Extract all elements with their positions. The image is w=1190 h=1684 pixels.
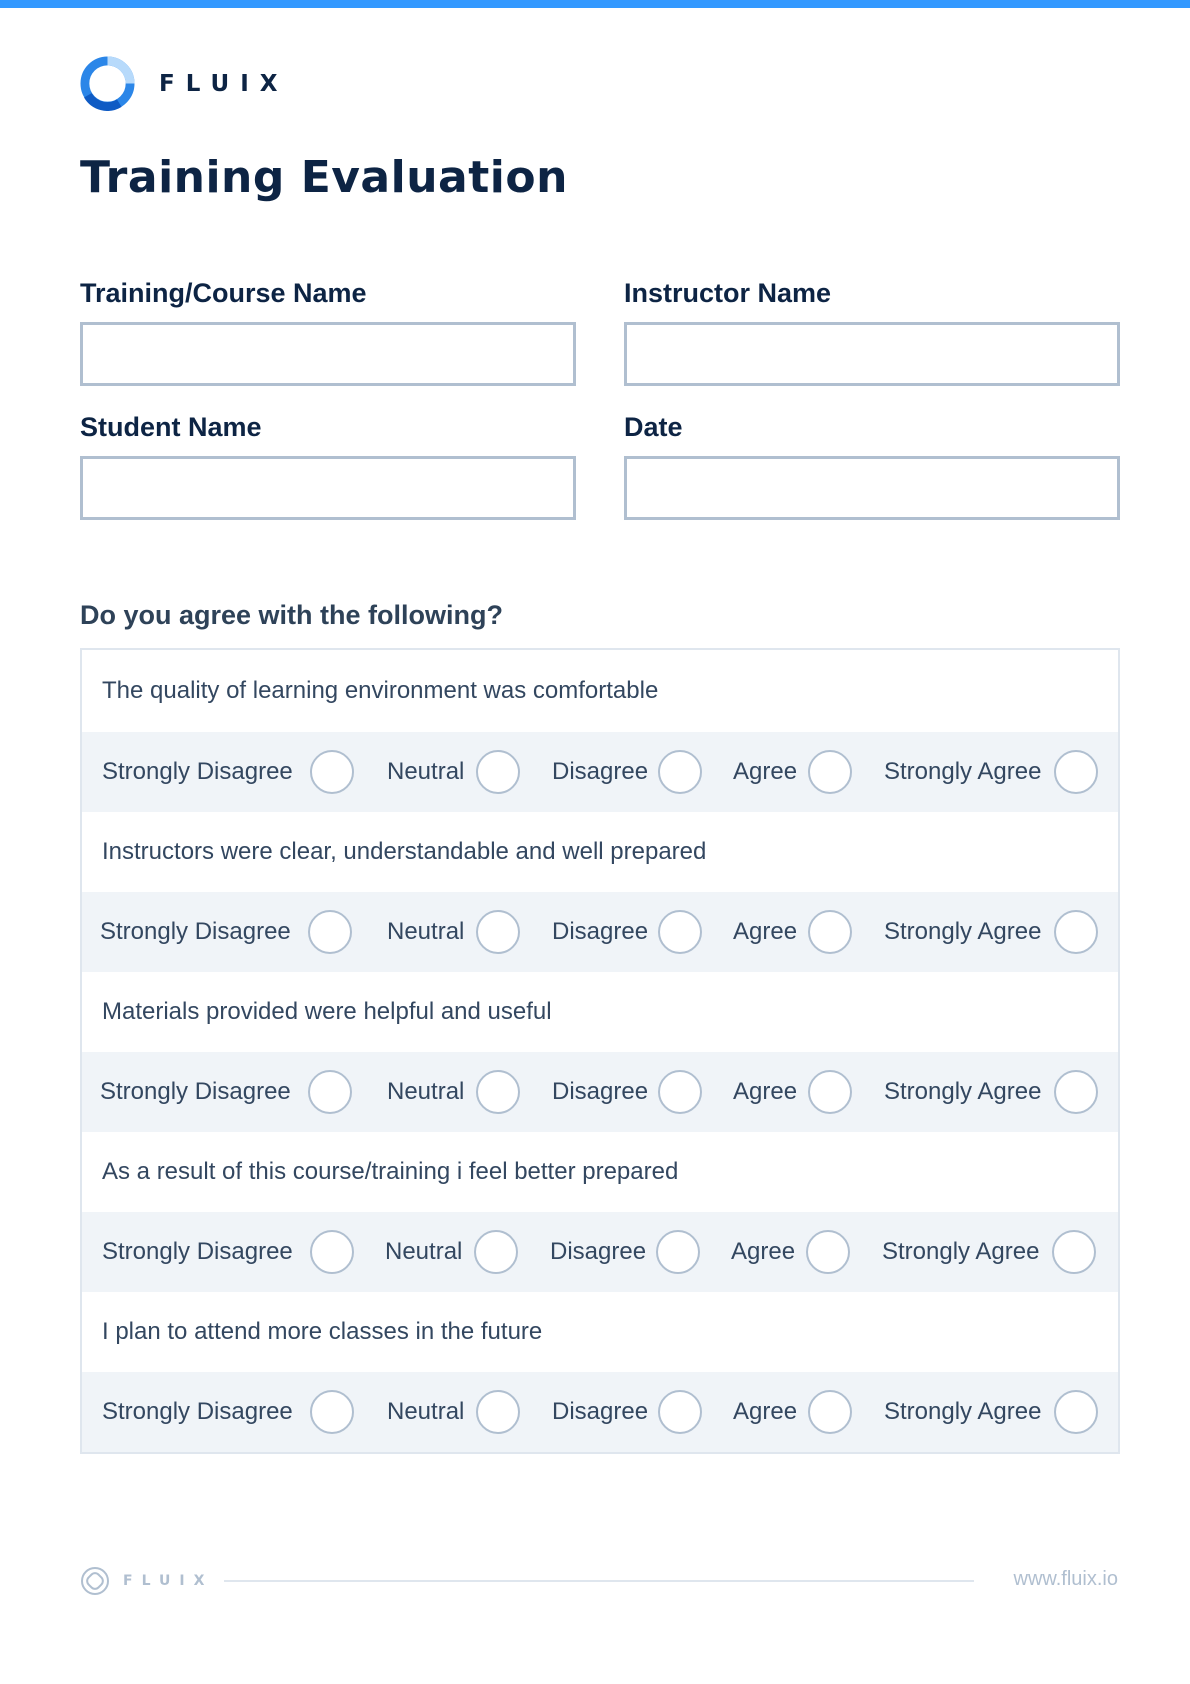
date-label: Date xyxy=(624,412,683,442)
footer-divider xyxy=(224,1580,974,1582)
footer-brand-name: FLUIX xyxy=(123,1573,214,1589)
survey-table xyxy=(80,648,1120,1454)
fluix-logo-outline-icon xyxy=(80,1566,110,1596)
question-row xyxy=(82,812,1118,892)
course-name-input[interactable] xyxy=(80,322,576,386)
radio-disagree[interactable] xyxy=(658,1070,702,1114)
question-row xyxy=(82,1292,1118,1372)
option-label-strongly-agree: Strongly Agree xyxy=(884,918,1042,945)
option-label-agree: Agree xyxy=(733,758,798,785)
radio-disagree[interactable] xyxy=(658,910,702,954)
radio-strongly-disagree[interactable] xyxy=(308,1070,352,1114)
option-label-strongly-agree: Strongly Agree xyxy=(884,1398,1042,1425)
radio-neutral[interactable] xyxy=(476,1390,520,1434)
radio-strongly-agree[interactable] xyxy=(1054,1070,1098,1114)
student-name-input[interactable] xyxy=(80,456,576,520)
brand-logo xyxy=(80,56,289,111)
footer-logo xyxy=(80,1566,213,1596)
radio-agree[interactable] xyxy=(808,910,852,954)
radio-agree[interactable] xyxy=(808,750,852,794)
options-row xyxy=(82,732,1118,812)
option-label-disagree: Disagree xyxy=(552,1078,649,1105)
page-title: Training Evaluation xyxy=(80,152,568,203)
option-label-disagree: Disagree xyxy=(552,1398,649,1425)
options-row xyxy=(82,1372,1118,1452)
option-label-agree: Agree xyxy=(733,918,798,945)
option-label-neutral: Neutral xyxy=(387,1398,465,1425)
option-label-disagree: Disagree xyxy=(552,918,649,945)
option-label-neutral: Neutral xyxy=(387,918,465,945)
option-label-neutral: Neutral xyxy=(385,1238,463,1265)
option-label-strongly-disagree: Strongly Disagree xyxy=(102,758,293,785)
question-text: Materials provided were helpful and useful xyxy=(102,998,552,1025)
options-row xyxy=(82,892,1118,972)
top-accent-bar xyxy=(0,0,1190,8)
instructor-name-label: Instructor Name xyxy=(624,278,832,308)
question-text: I plan to attend more classes in the future xyxy=(102,1318,543,1345)
option-label-disagree: Disagree xyxy=(552,758,649,785)
radio-strongly-disagree[interactable] xyxy=(310,750,354,794)
course-name-label: Training/Course Name xyxy=(80,278,367,308)
option-label-strongly-disagree: Strongly Disagree xyxy=(102,1238,293,1265)
option-label-agree: Agree xyxy=(733,1078,798,1105)
question-text: The quality of learning environment was comfortable xyxy=(102,677,659,704)
radio-strongly-disagree[interactable] xyxy=(310,1230,354,1274)
radio-strongly-disagree[interactable] xyxy=(310,1390,354,1434)
option-label-agree: Agree xyxy=(733,1398,798,1425)
option-label-disagree: Disagree xyxy=(550,1238,647,1265)
option-label-strongly-agree: Strongly Agree xyxy=(884,758,1042,785)
options-row xyxy=(82,1052,1118,1132)
instructor-name-input[interactable] xyxy=(624,322,1120,386)
survey-heading: Do you agree with the following? xyxy=(80,600,503,630)
radio-neutral[interactable] xyxy=(476,1070,520,1114)
radio-strongly-disagree[interactable] xyxy=(308,910,352,954)
option-label-neutral: Neutral xyxy=(387,758,465,785)
options-row xyxy=(82,1212,1118,1292)
option-label-strongly-disagree: Strongly Disagree xyxy=(102,1398,293,1425)
question-text: Instructors were clear, understandable and well prepared xyxy=(102,838,707,865)
option-label-neutral: Neutral xyxy=(387,1078,465,1105)
fluix-logo-icon xyxy=(80,56,135,111)
brand-name: FLUIX xyxy=(159,70,289,97)
date-input[interactable] xyxy=(624,456,1120,520)
option-label-strongly-disagree: Strongly Disagree xyxy=(100,918,291,945)
radio-neutral[interactable] xyxy=(474,1230,518,1274)
option-label-strongly-disagree: Strongly Disagree xyxy=(100,1078,291,1105)
radio-neutral[interactable] xyxy=(476,910,520,954)
question-row xyxy=(82,1132,1118,1212)
radio-agree[interactable] xyxy=(808,1390,852,1434)
radio-agree[interactable] xyxy=(806,1230,850,1274)
radio-neutral[interactable] xyxy=(476,750,520,794)
footer-url[interactable]: www.fluix.io xyxy=(1013,1568,1118,1590)
option-label-agree: Agree xyxy=(731,1238,796,1265)
radio-strongly-agree[interactable] xyxy=(1054,1390,1098,1434)
radio-disagree[interactable] xyxy=(656,1230,700,1274)
radio-strongly-agree[interactable] xyxy=(1054,750,1098,794)
question-row xyxy=(82,972,1118,1052)
option-label-strongly-agree: Strongly Agree xyxy=(884,1078,1042,1105)
question-text: As a result of this course/training i feel better prepared xyxy=(102,1158,679,1185)
radio-strongly-agree[interactable] xyxy=(1054,910,1098,954)
radio-strongly-agree[interactable] xyxy=(1052,1230,1096,1274)
question-row xyxy=(82,650,1118,732)
radio-disagree[interactable] xyxy=(658,750,702,794)
radio-agree[interactable] xyxy=(808,1070,852,1114)
student-name-label: Student Name xyxy=(80,412,262,442)
option-label-strongly-agree: Strongly Agree xyxy=(882,1238,1040,1265)
radio-disagree[interactable] xyxy=(658,1390,702,1434)
